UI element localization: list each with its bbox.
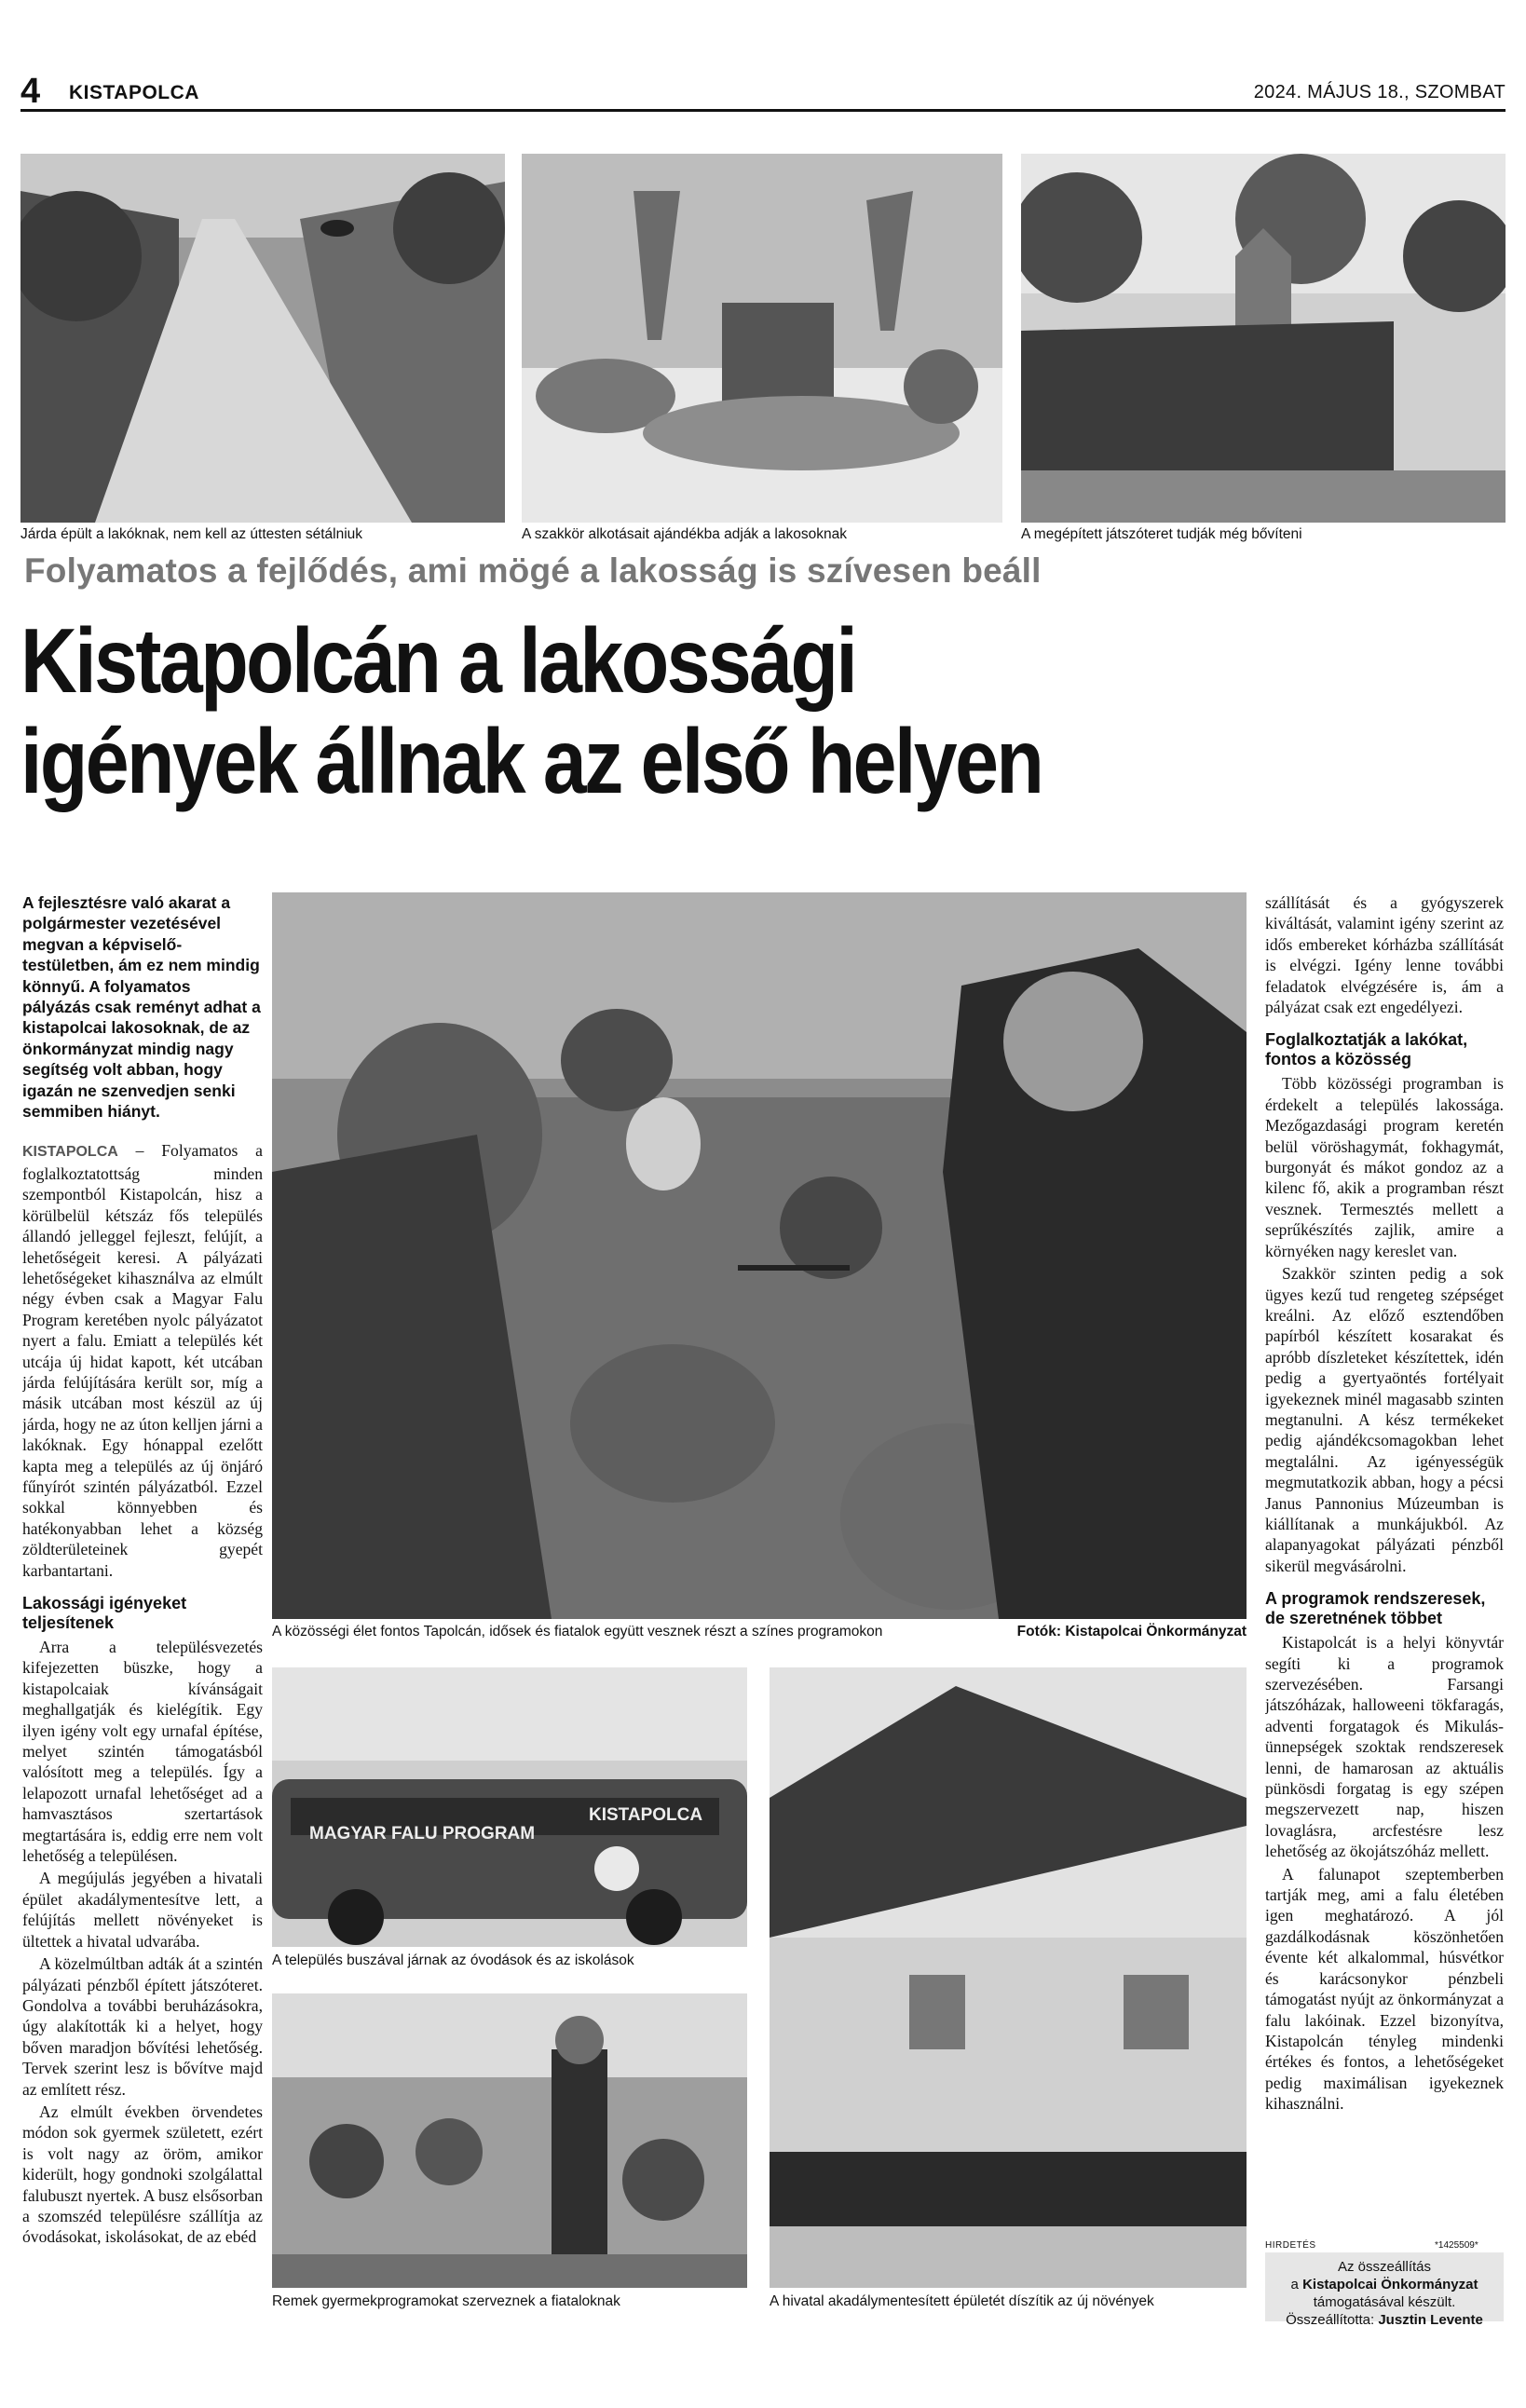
credit-line-2: a Kistapolcai Önkormányzat <box>1290 2277 1478 2292</box>
page-number: 4 <box>20 72 41 111</box>
caption-bus-photo: A település buszával járnak az óvodások és az iskolások <box>272 1952 634 1968</box>
credit-box <box>1265 2252 1504 2328</box>
credit-line-4: Összeállította: Jusztin Levente <box>1286 2312 1483 2328</box>
photo-sidewalk <box>20 154 505 523</box>
paragraph: Arra a településvezetés kifejezetten büszke, hogy a kistapolcaiak kívánságait meghallgatják és kielégítik. Egy ilyen igény volt egy urnafal építése, melyet szintén támogatásból valósított meg a település. Így a lelapozott urnafal lehetőséget ad a hamvasztásos szertartások megtartására is, eddig erre nem volt lehetőség a településen. <box>22 1638 263 1866</box>
photo-playground <box>1021 154 1506 523</box>
paragraph: A falunapot szeptemberben tartják meg, ami a falu életében igen meghatározó. A jól gazdálkodásnak köszönhetően évente két alkalommal, húsvétkor és karácsonykor pénzbeli támogatást nyújt az önkormányzat a falu lakóinak. Ezzel bizonyítva, Kistapolcán tényleg mindenki értékes és fontos, a lehetőségeket pedig maximálisan igyekeznek kihasználni. <box>1265 1864 1504 2114</box>
caption-crafts: A szakkör alkotásait ajándékba adják a lakosoknak <box>522 526 847 542</box>
paragraph: Több közösségi programban is érdekelt a település lakossága. Mezőgazdasági program keretén belül vöröshagymát, fokhagymát, burgonyát és mákot gondoz az a kilenc fő, akik a programban részt vesznek. Termesztés mellett a seprűkészítés zajlik, amire a környéken nagy kereslet van. <box>1265 1074 1504 1260</box>
ad-label: HIRDETÉS <box>1265 2240 1316 2251</box>
paragraph: Az elmúlt években örvendetes módon sok gyermek született, ezért is volt nagy az öröm, amikor kiderült, hogy gondnoki szolgálattal falubuszt nyertek. A busz elsősorban a szomszéd településre szállítja az óvodásokat, iskolásokat, de az ebéd <box>22 2102 263 2247</box>
bus-program-label: MAGYAR FALU PROGRAM <box>309 1824 536 1843</box>
dateline: KISTAPOLCA <box>22 1144 118 1161</box>
paragraph: Szakkör szinten pedig a sok ügyes kezű tud rengeteg szépséget kreálni. Az előző esztendőben papírból készített kosarakat és apróbb díszleteket készítettek, idén pedig a gyertyaöntés fortélyait igyekeznek minél magasabb szinten megtanulni. A kész termékeket pedig ajándékcsomagokban lehet megtalálni. Az igényességük megmutatkozik abban, hogy a pécsi Janus Pannonius Múzeumban is kiállítanak a munkájukból. Az alapanyagokat pályázati pénzből sikerül megvásárolni. <box>1265 1264 1504 1575</box>
paragraph: KISTAPOLCA – Folyamatos a foglalkoztatottság minden szempontból Kistapolcán, hisz a körülbelül kétszáz fős település állandó jelleggel fejleszt, felújít, a lehetőségeit keresi. A pályázati lehetőségeket kihasználva az elmúlt négy évben csak a Magyar Falu Program keretében nyolc pályázatot nyert a falu. Emiatt a település két utcája új hidat kapott, két utcában járda felújítására került sor, míg a másik utcában most készül az új járda, hogy ne az úton kelljen járni a lakóknak. Egy hónappal ezelőtt kapta meg a település az új önjáró fűnyírót szintén pályázatból. Ezzel sokkal könnyebben és hatékonyabban lehet a község zöldterületeinek gyepét karbantartani. <box>22 1141 263 1580</box>
ad-code: *1425509* <box>1435 2240 1478 2251</box>
article-lead: A fejlesztésre való akarat a polgármester vezetésével megvan a képviselő-testületben, ám ez nem mindig könnyű. A folyamatos pályázás csak reményt adhat a kistapolcai lakosoknak, de az önkormányzat mindig nagy segítség volt abban, hogy igazán ne szenvedjen senki semmiben hiányt. <box>22 893 261 1122</box>
issue-date: 2024. MÁJUS 18., SZOMBAT <box>1253 82 1506 102</box>
photo-town-hall <box>770 1667 1247 2288</box>
caption-playground: A megépített játszóteret tudják még bővíteni <box>1021 526 1302 542</box>
credit-line-1: Az összeállítás <box>1337 2259 1432 2275</box>
subheading: Foglalkoztatják a lakókat, fontos a közösség <box>1265 1030 1468 1069</box>
article-headline <box>20 610 1302 811</box>
credit-line-3: támogatásával készült. <box>1313 2294 1456 2310</box>
paragraph: szállítását és a gyógyszerek kiváltását, valamint igény szerint az idős embereket kórházba szállítását is elvégzi. Igény lenne további feladatok elvégzésére is, ám a pályázat csak ezt engedélyezi. <box>1265 893 1504 1017</box>
paragraph: Kistapolcát is a helyi könyvtár segíti ki a programok szervezésében. Farsangi játszóházak, halloweeni tökfaragás, adventi forgatagok és Mikulás-ünnepségek szoktak rendszeresek lenni, de hamarosan az aktuális pünkösdi forgatag is egy szépen megszervezett nap, hiszen lovaglásra, arcfestésre lesz lehetőség az ökojátszóház mellett. <box>1265 1633 1504 1861</box>
bus-town-label: KISTAPOLCA <box>589 1805 703 1825</box>
photo-kids-party <box>272 1993 747 2288</box>
caption-main-photo: A közösségi élet fontos Tapolcán, idősek és fiatalok együtt vesznek részt a színes programokon <box>272 1624 883 1639</box>
paragraph: A megújulás jegyében a hivatali épület akadálymentesítve lett, a felújítás mellett növényeket is ültettek a hivatal udvarába. <box>22 1869 263 1951</box>
headline-line-1: Kistapolcán a lakossági <box>20 609 856 712</box>
paragraph: A közelmúltban adták át a szintén pályázati pénzből épített játszóteret. Gondolva a további beruházásokra, úgy alakították ki a helyet, hogy bőven maradjon bővítési lehetőség. Tervek szerint lesz is bővítve majd az említett rész. <box>22 1954 263 2099</box>
photo-village-bus <box>272 1667 747 1947</box>
page-header <box>20 72 1506 112</box>
photo-crafts <box>522 154 1002 523</box>
section-name: KISTAPOLCA <box>69 82 199 103</box>
headline-line-2: igények állnak az első helyen <box>20 710 1042 812</box>
photo-pumpkin-carving <box>272 892 1247 1619</box>
subheading: Lakossági igényeket teljesítenek <box>22 1594 187 1632</box>
left-column <box>22 892 263 2308</box>
caption-kids-photo: Remek gyermekprogramokat szerveznek a fiataloknak <box>272 2293 620 2309</box>
caption-sidewalk: Járda épült a lakóknak, nem kell az úttesten sétálniuk <box>20 526 363 542</box>
right-column <box>1265 892 1504 2234</box>
caption-main-photo-credit: Fotók: Kistapolcai Önkormányzat <box>1016 1624 1247 1639</box>
caption-house-photo: A hivatal akadálymentesített épületét díszítik az új növények <box>770 2293 1154 2309</box>
article-kicker: Folyamatos a fejlődés, ami mögé a lakosság is szívesen beáll <box>24 551 1042 590</box>
subheading: A programok rendszeresek, de szeretnének többet <box>1265 1589 1486 1628</box>
